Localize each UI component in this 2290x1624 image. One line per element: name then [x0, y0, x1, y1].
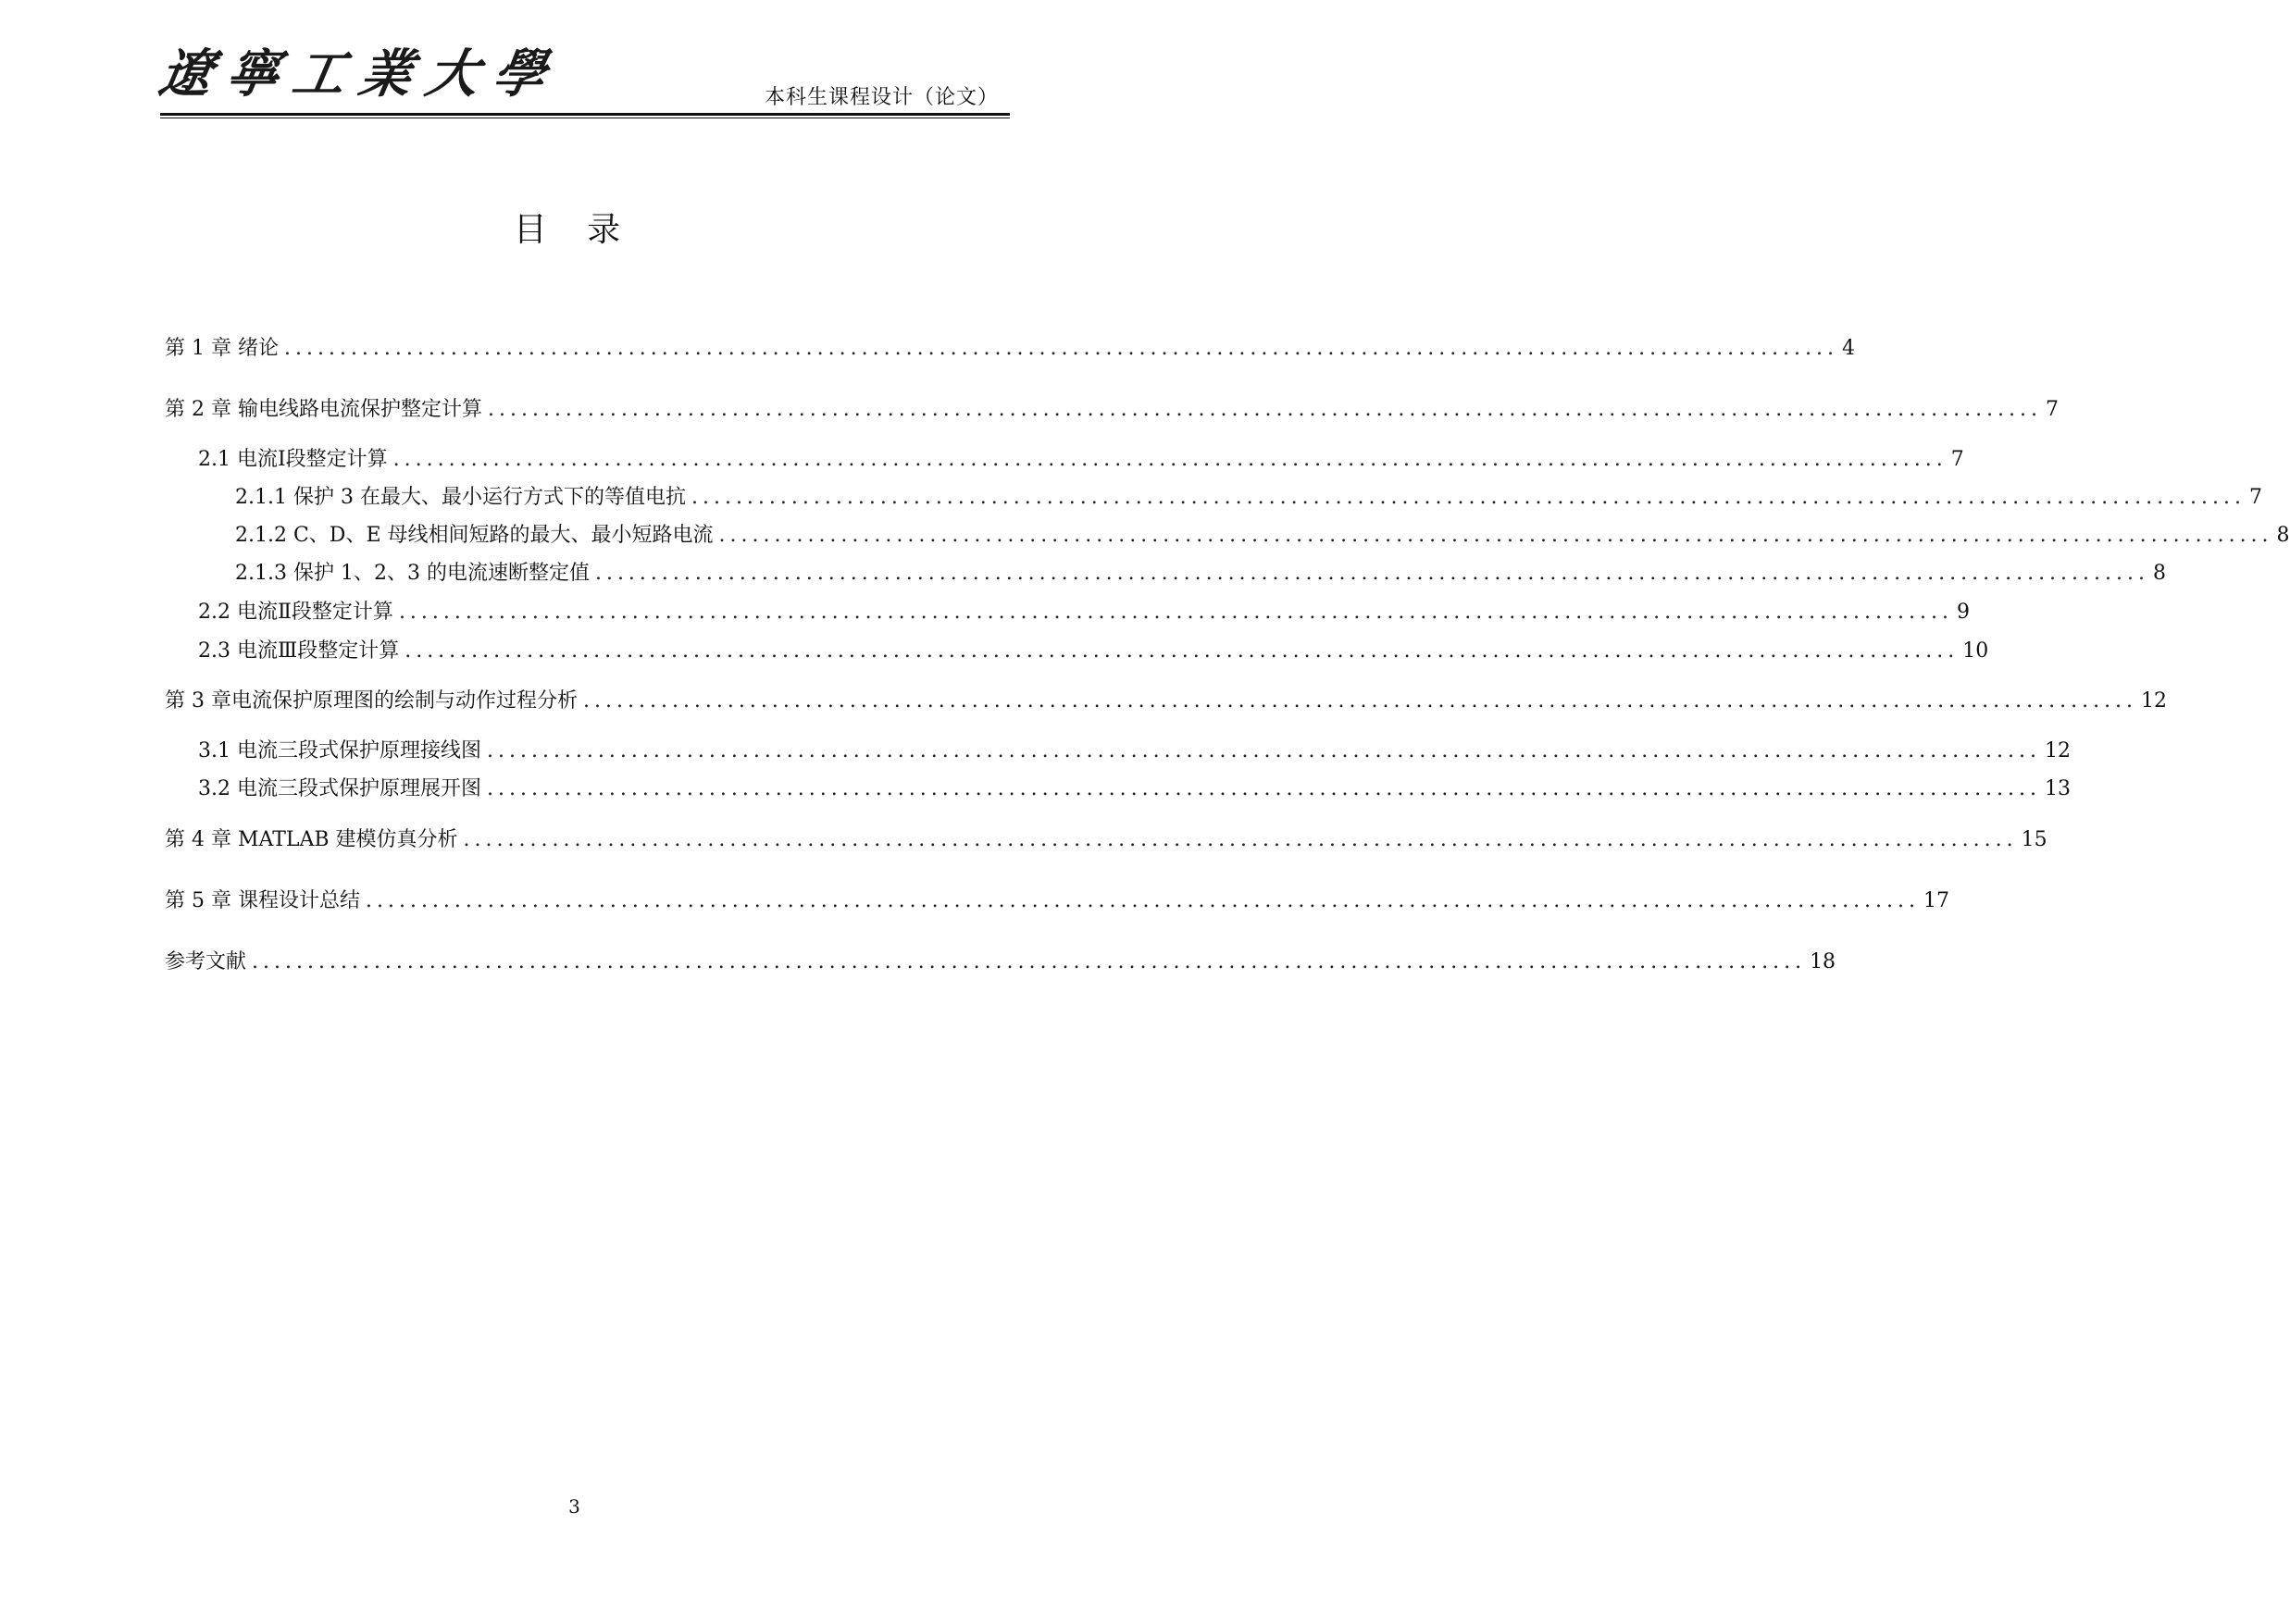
- toc-entry-label: 2.1.2 C、D、E 母线相间短路的最大、最小短路电流: [235, 524, 714, 547]
- toc-entry-page: 9: [1956, 601, 1970, 624]
- page-number: 3: [568, 1495, 580, 1518]
- toc-entry-label: 第 5 章 课程设计总结: [165, 889, 360, 912]
- toc-entry-page: 7: [1950, 448, 1964, 471]
- toc-entry-section-2-1[interactable]: [198, 446, 1964, 474]
- toc-entry-chapter-1[interactable]: [165, 335, 1856, 363]
- toc-entry-chapter-5[interactable]: [165, 887, 1950, 915]
- university-logo: 遼寧工業大學: [155, 43, 566, 105]
- toc-entry-page: 12: [2045, 739, 2072, 762]
- toc-entry-section-3-2[interactable]: [198, 775, 2072, 803]
- toc-entry-label: 2.2 电流Ⅱ段整定计算: [198, 601, 393, 624]
- toc-entry-page: 12: [2141, 689, 2168, 713]
- toc-entry-chapter-2[interactable]: [165, 396, 2060, 424]
- toc-entry-page: 8: [2276, 524, 2290, 547]
- toc-entry-page: 7: [2046, 398, 2060, 421]
- toc-entry-page: 4: [1842, 337, 1856, 360]
- toc-entry-label: 2.3 电流Ⅲ段整定计算: [198, 639, 400, 663]
- toc-entry-section-2-2[interactable]: [198, 599, 1970, 626]
- header-document-type: 本科生课程设计（论文）: [764, 86, 999, 109]
- toc-entry-page: 13: [2045, 777, 2072, 800]
- toc-leader-dots: ............................................................................................................................................: [718, 524, 2273, 547]
- toc-entry-label: 第 2 章 输电线路电流保护整定计算: [165, 398, 482, 421]
- toc-entry-page: 8: [2153, 562, 2166, 585]
- toc-entry-chapter-3[interactable]: [165, 688, 2168, 715]
- toc-entry-label: 2.1.3 保护 1、2、3 的电流速断整定值: [235, 562, 590, 585]
- toc-leader-dots: ............................................................................................................................................: [283, 337, 1839, 360]
- toc-leader-dots: ............................................................................................................................................: [365, 889, 1921, 912]
- toc-entry-section-3-1[interactable]: [198, 738, 2072, 765]
- toc-entry-label: 3.2 电流三段式保护原理展开图: [198, 777, 481, 800]
- toc-leader-dots: ............................................................................................................................................: [594, 562, 2149, 585]
- toc-entry-section-2-1-1[interactable]: [235, 484, 2263, 512]
- toc-leader-dots: ............................................................................................................................................: [486, 739, 2042, 762]
- toc-entry-label: 2.1 电流Ⅰ段整定计算: [198, 448, 388, 471]
- toc-title: 目 录: [513, 211, 636, 249]
- toc-leader-dots: ............................................................................................................................................: [486, 777, 2042, 800]
- toc-leader-dots: ............................................................................................................................................: [252, 950, 1807, 973]
- toc-leader-dots: ............................................................................................................................................: [487, 398, 2043, 421]
- toc-entry-page: 15: [2021, 828, 2047, 851]
- toc-entry-page: 17: [1923, 889, 1950, 912]
- toc-leader-dots: ............................................................................................................................................: [404, 639, 1960, 663]
- toc-entry-label: 2.1.1 保护 3 在最大、最小运行方式下的等值电抗: [235, 486, 686, 509]
- toc-leader-dots: ............................................................................................................................................: [392, 448, 1948, 471]
- toc-entry-label: 第 1 章 绪论: [165, 337, 279, 360]
- toc-entry-page: 7: [2249, 486, 2263, 509]
- header-rule-thick: [160, 113, 1010, 116]
- toc-entry-page: 18: [1810, 950, 1836, 973]
- toc-entry-section-2-3[interactable]: [198, 638, 1989, 665]
- toc-entry-label: 参考文献: [165, 950, 247, 973]
- toc-entry-references[interactable]: [165, 948, 1836, 976]
- toc-leader-dots: ............................................................................................................................................: [583, 689, 2138, 713]
- toc-entry-label: 第 3 章电流保护原理图的绘制与动作过程分析: [165, 689, 578, 713]
- toc-entry-section-2-1-2[interactable]: [235, 522, 2290, 550]
- toc-entry-chapter-4[interactable]: [165, 826, 2047, 854]
- toc-entry-label: 3.1 电流三段式保护原理接线图: [198, 739, 481, 762]
- toc-entry-page: 10: [1962, 639, 1989, 663]
- toc-leader-dots: ............................................................................................................................................: [398, 601, 1953, 624]
- page-header: [155, 37, 1010, 120]
- toc-entry-label: 第 4 章 MATLAB 建模仿真分析: [165, 828, 458, 851]
- toc-leader-dots: ............................................................................................................................................: [463, 828, 2018, 851]
- toc-leader-dots: ............................................................................................................................................: [691, 486, 2246, 509]
- toc-entry-section-2-1-3[interactable]: [235, 560, 2166, 588]
